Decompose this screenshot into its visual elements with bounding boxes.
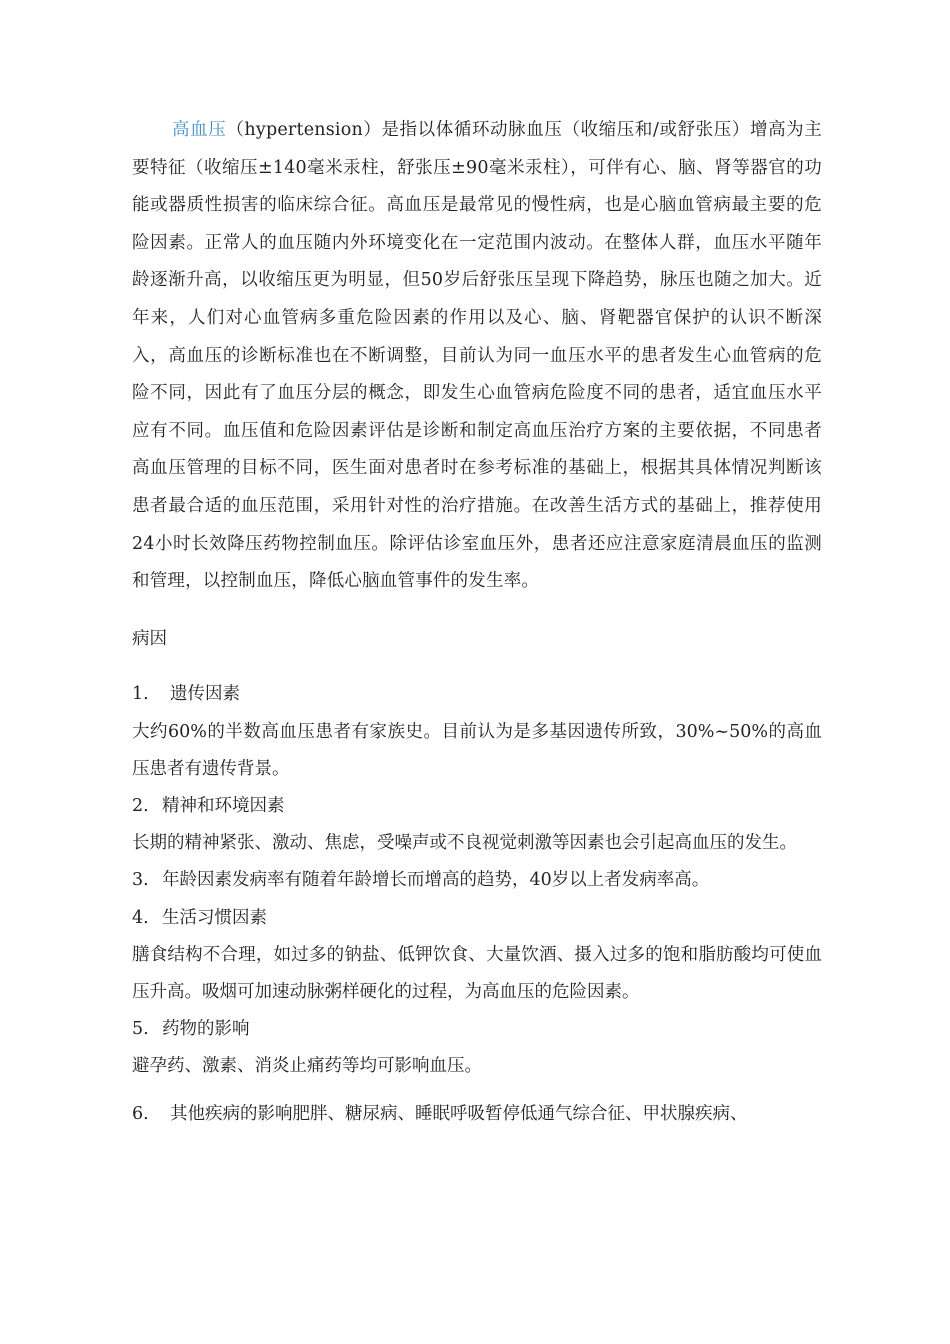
item-heading bbox=[132, 788, 822, 825]
item-title: 药物的影响 bbox=[162, 1019, 250, 1040]
item-number: 3. bbox=[132, 870, 149, 891]
intro-text: （hypertension）是指以体循环动脉血压（收缩压和/或舒张压）增高为主要特征（收缩压±140毫米汞柱，舒张压±90毫米汞柱），可伴有心、脑、肾等器官的功能或器质性损害的临床综合征。高血压是最常见的慢性病，也是心脑血管病最主要的危险因素。正常人的血压随内外环境变化在一定范围内波动。在整体人群，血压水平随年龄逐渐升高，以收缩压更为明显，但50岁后舒张压呈现下降趋势，脉压也随之加大。近年来，人们对心血管病多重危险因素的作用以及心、脑、肾靶器官保护的认识不断深入，高血压的诊断标准也在不断调整，目前认为同一血压水平的患者发生心血管病的危险不同，因此有了血压分层的概念，即发生心血管病危险度不同的患者，适宜血压水平应有不同。血压值和危险因素评估是诊断和制定高血压治疗方案的主要依据，不同患者高血压管理的目标不同，医生面对患者时在参考标准的基础上，根据其具体情况判断该患者最合适的血压范围，采用针对性的治疗措施。在改善生活方式的基础上，推荐使用24小时长效降压药物控制血压。除评估诊室血压外，患者还应注意家庭清晨血压的监测和管理，以控制血压，降低心脑血管事件的发生率。 bbox=[132, 120, 822, 592]
etiology-list bbox=[132, 676, 822, 1132]
item-body: 膳食结构不合理，如过多的钠盐、低钾饮食、大量饮酒、摄入过多的饱和脂肪酸均可使血压升高。吸烟可加速动脉粥样硬化的过程，为高血压的危险因素。 bbox=[132, 944, 822, 1002]
hypertension-link[interactable]: 高血压 bbox=[172, 120, 227, 140]
item-number: 4. bbox=[132, 907, 149, 928]
item-heading bbox=[132, 1096, 822, 1133]
item-number: 2. bbox=[132, 795, 149, 816]
item-body: 大约60%的半数高血压患者有家族史。目前认为是多基因遗传所致，30%~50%的高血压患者有遗传背景。 bbox=[132, 721, 822, 779]
item-heading bbox=[132, 1011, 822, 1048]
item-title: 年龄因素发病率有随着年龄增长而增高的趋势，40岁以上者发病率高。 bbox=[162, 870, 710, 891]
item-title: 其他疾病的影响肥胖、糖尿病、睡眠呼吸暂停低通气综合征、甲状腺疾病、 bbox=[170, 1103, 748, 1124]
list-item bbox=[132, 676, 822, 788]
item-heading bbox=[132, 900, 822, 937]
section-title-etiology: 病因 bbox=[132, 628, 167, 649]
intro-paragraph bbox=[132, 112, 822, 601]
list-item bbox=[132, 1096, 822, 1133]
item-title: 精神和环境因素 bbox=[162, 795, 285, 816]
list-item bbox=[132, 900, 822, 1012]
list-item bbox=[132, 1011, 822, 1085]
item-heading bbox=[132, 676, 822, 713]
document-page bbox=[132, 112, 822, 1133]
item-body: 长期的精神紧张、激动、焦虑，受噪声或不良视觉刺激等因素也会引起高血压的发生。 bbox=[132, 833, 797, 854]
item-title: 遗传因素 bbox=[170, 684, 240, 705]
item-number: 5. bbox=[132, 1019, 149, 1040]
list-item bbox=[132, 862, 822, 899]
item-heading bbox=[132, 862, 822, 899]
item-number: 1. bbox=[132, 684, 149, 705]
list-item bbox=[132, 788, 822, 862]
item-title: 生活习惯因素 bbox=[162, 907, 267, 928]
item-body: 避孕药、激素、消炎止痛药等均可影响血压。 bbox=[132, 1056, 482, 1077]
item-number: 6. bbox=[132, 1103, 149, 1124]
